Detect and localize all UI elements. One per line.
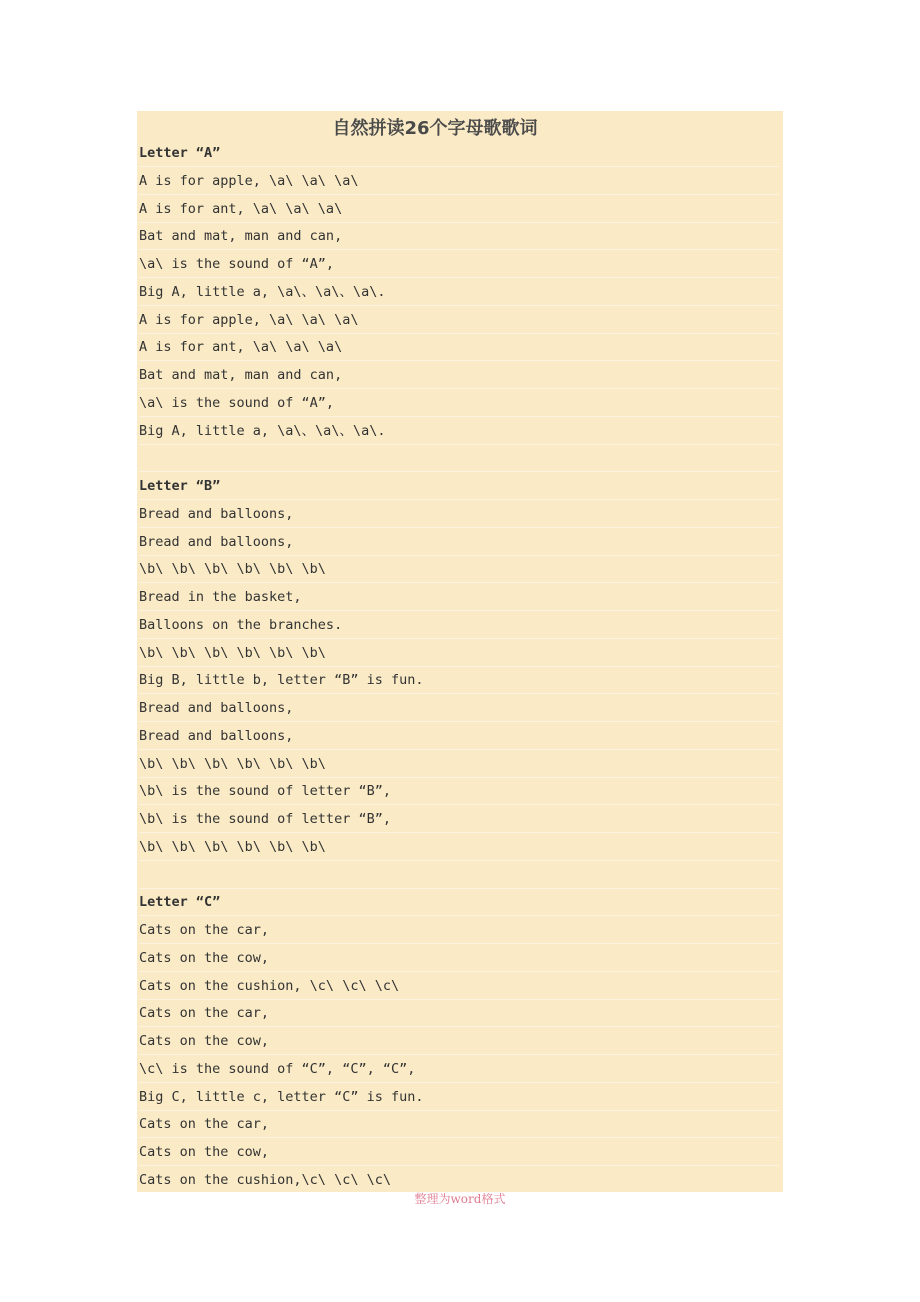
lyric-line: Big C, little c, letter “C” is fun. [139, 1084, 779, 1111]
lyric-line: Cats on the cushion,\c\ \c\ \c\ [139, 1167, 779, 1194]
lyric-line: \a\ is the sound of “A”, [139, 390, 779, 417]
footer-note: 整理为word格式 [414, 1192, 506, 1206]
section-heading: Letter “C” [139, 889, 779, 916]
lyric-line: Cats on the cushion, \c\ \c\ \c\ [139, 973, 779, 1000]
lyric-line: Cats on the car, [139, 917, 779, 944]
lyrics-panel [137, 111, 783, 1192]
lyric-line: \b\ \b\ \b\ \b\ \b\ \b\ [139, 834, 779, 861]
lyric-line: \b\ \b\ \b\ \b\ \b\ \b\ [139, 556, 779, 583]
lyric-line: A is for apple, \a\ \a\ \a\ [139, 307, 779, 334]
lyric-line: Bread in the basket, [139, 584, 779, 611]
lyric-line: Cats on the car, [139, 1111, 779, 1138]
lyric-line: \b\ \b\ \b\ \b\ \b\ \b\ [139, 751, 779, 778]
lyric-line: Bread and balloons, [139, 723, 779, 750]
lyric-line: Bread and balloons, [139, 501, 779, 528]
lyric-line: Cats on the cow, [139, 1028, 779, 1055]
lyric-line: Bread and balloons, [139, 695, 779, 722]
lyric-line: \b\ is the sound of letter “B”, [139, 778, 779, 805]
lyric-line: Balloons on the branches. [139, 612, 779, 639]
lyric-line: \b\ \b\ \b\ \b\ \b\ \b\ [139, 640, 779, 667]
lyric-line: Big A, little a, \a\、\a\、\a\. [139, 279, 779, 306]
lyric-line: A is for ant, \a\ \a\ \a\ [139, 196, 779, 223]
lyric-line: \b\ is the sound of letter “B”, [139, 806, 779, 833]
lyric-line: Cats on the cow, [139, 1139, 779, 1166]
section-heading: Letter “B” [139, 473, 779, 500]
blank-line [139, 445, 779, 472]
lyric-line: Cats on the car, [139, 1000, 779, 1027]
blank-line [139, 862, 779, 889]
lyric-line: Cats on the cow, [139, 945, 779, 972]
lyric-line: Big B, little b, letter “B” is fun. [139, 667, 779, 694]
lyric-line: A is for ant, \a\ \a\ \a\ [139, 334, 779, 361]
lyric-line: Bat and mat, man and can, [139, 223, 779, 250]
lyric-line: A is for apple, \a\ \a\ \a\ [139, 168, 779, 195]
lyric-line: Bread and balloons, [139, 529, 779, 556]
lyric-line: Big A, little a, \a\、\a\、\a\. [139, 418, 779, 445]
lyric-line: \c\ is the sound of “C”, “C”, “C”, [139, 1056, 779, 1083]
lyric-line: Bat and mat, man and can, [139, 362, 779, 389]
section-heading: Letter “A” [139, 140, 779, 167]
lyric-line: \a\ is the sound of “A”, [139, 251, 779, 278]
document-title: 自然拼读26个字母歌歌词 [332, 118, 538, 139]
